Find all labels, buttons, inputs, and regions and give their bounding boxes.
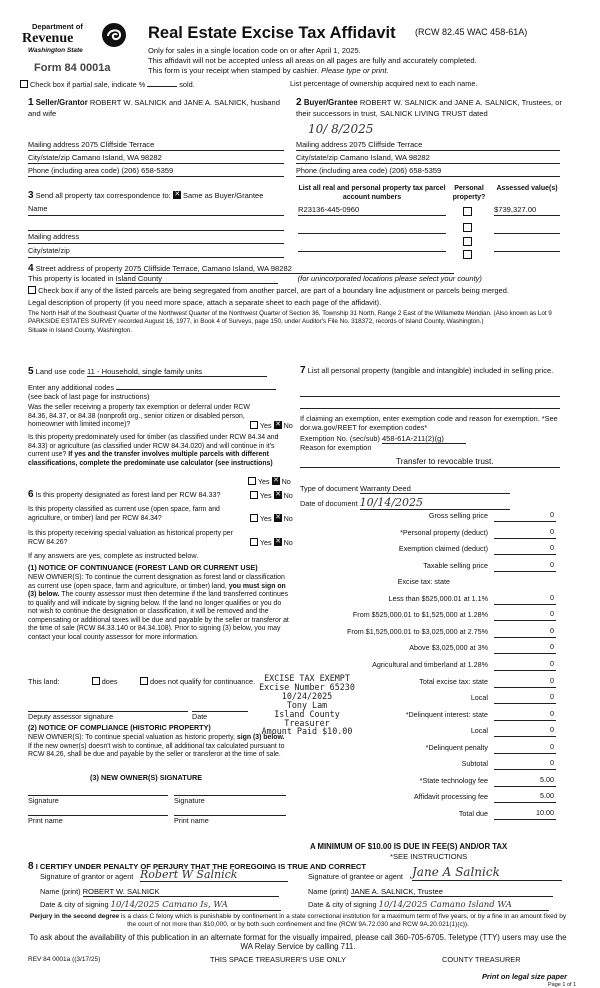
new-owner-sig-2[interactable]: Signature: [174, 795, 286, 806]
assessed-header: Assessed value(s): [496, 185, 558, 192]
notice-compliance-text: NEW OWNER(S): To continue special valuation as historic property, sign (3) below. If the new owner(s) doesn't wish to continue, all additional tax calculated pursuant to RCW 84.26, shall be due and payable by the seller or transferor at the time of sale.: [28, 734, 285, 759]
parcel-number-1[interactable]: R23136-445-0960: [298, 205, 446, 216]
parcel-number-3[interactable]: [298, 241, 446, 252]
fee-label: Local: [470, 693, 488, 703]
stamp-line4: Tony Lam: [286, 699, 328, 710]
fee-value[interactable]: 0: [494, 528, 556, 539]
fee-value[interactable]: 0: [494, 759, 556, 770]
grantor-name-row: Name (print) ROBERT W. SALNICK: [40, 887, 290, 897]
seller-name[interactable]: ROBERT W. SALNICK and JANE A. SALNICK, husband and wife: [28, 98, 280, 119]
fee-label: *Personal property (deduct): [400, 527, 488, 537]
fee-row: [300, 693, 560, 705]
document-type[interactable]: Warranty Deed: [360, 484, 510, 494]
notice-compliance-heading: (2) NOTICE OF COMPLIANCE (HISTORIC PROPERTY): [28, 723, 211, 732]
new-owner-print-2[interactable]: Print name: [174, 815, 286, 826]
form-rcw: (RCW 82.45 WAC 458-61A): [415, 27, 528, 37]
current-use-yes-checkbox[interactable]: [250, 514, 258, 522]
new-owner-print-1[interactable]: Print name: [28, 815, 168, 826]
land-does-checkbox[interactable]: [92, 677, 100, 685]
historic-answer: Yes ✕ No: [250, 538, 293, 548]
form-title: Real Estate Excise Tax Affidavit: [148, 24, 396, 42]
fee-row: [300, 759, 560, 771]
timber-answer: Yes ✕ No: [246, 477, 291, 487]
percentage-note: List percentage of ownership acquired next to each name.: [290, 79, 478, 88]
assessed-value-1[interactable]: $739,327.00: [494, 205, 560, 216]
exemption-reason[interactable]: Transfer to revocable trust.: [396, 457, 494, 466]
personal-property-checkbox-3[interactable]: [463, 237, 472, 246]
historic-no-checkbox[interactable]: [274, 538, 282, 546]
fee-value[interactable]: 0: [494, 743, 556, 754]
seller-mailing[interactable]: Mailing address 2075 Cliffside Terrace: [28, 140, 284, 151]
section1-seller: 1 Seller/Grantor ROBERT W. SALNICK and JANE A. SALNICK, husband and wife: [28, 97, 280, 119]
exemption-reason-label: Reason for exemption: [300, 443, 372, 452]
fee-label: *State technology fee: [419, 775, 488, 785]
perjury-notice: Perjury in the second degree is a class C felony which is punishable by confinement in a state correctional institution for a maximum term of five years, or by a fine in an amount fixed by the court of not more than $10,000, or by both such confinement and fine (RCW 9A.72.030 and RCW 9A.20.021(1)(c)).: [29, 913, 567, 928]
washington-swirl-icon: [101, 22, 127, 48]
fee-label: Total due: [458, 808, 488, 818]
notice-continuance-text: NEW OWNER(S): To continue the current designation as forest land or classification as current use (open space, farm and agriculture, or timber) land, you must sign on (3) below. The county assessor must then determine if the land transferred continues to qualify and will indicate by signing below. If the land no longer qualifies or you do not wish to continue the designation or classification, it will be removed and the compensating or additional taxes will be due and payable by the seller or transferor at the time of sale (RCW 84.33.140 or 84.34.108). Prior to signing (3) below, you may contact your local county assessor for more information.: [28, 574, 289, 641]
fee-label: *Delinquent interest: state: [405, 709, 488, 719]
property-county[interactable]: Island County: [116, 274, 278, 284]
forest-land-answer: Yes ✕ No: [250, 491, 293, 501]
additional-codes-row: Enter any additional codes: [28, 381, 290, 393]
fee-label: Taxable selling price: [423, 560, 488, 570]
see-instructions: *SEE INSTRUCTIONS: [390, 852, 468, 861]
land-use-code[interactable]: 11 - Household, single family units: [87, 367, 267, 377]
assessed-value-2[interactable]: [494, 223, 560, 234]
buyer-trust-date[interactable]: 10/ 8/2025: [308, 122, 374, 136]
segregated-row: Check box if any of the listed parcels are being segregated from another parcel, are part of a boundary line adjustment or parcels being merged.: [28, 286, 568, 295]
new-owner-sig-heading: (3) NEW OWNER(S) SIGNATURE: [90, 773, 203, 782]
personal-property-line2[interactable]: [300, 400, 560, 409]
partial-sale-checkbox[interactable]: [20, 80, 28, 88]
forest-yes-checkbox[interactable]: [250, 491, 258, 499]
grantor-sig-row: Signature of grantor or agent Robert W Salnick: [40, 873, 290, 885]
fee-row: [300, 511, 560, 523]
deputy-date-line[interactable]: Date: [192, 711, 248, 722]
section2-buyer: 2 Buyer/Grantee ROBERT W. SALNICK and JANE A. SALNICK, Trustees, or their successors in trust, SALNICK LIVING TRUST dated: [296, 97, 563, 119]
historic-yes-checkbox[interactable]: [250, 538, 258, 546]
document-date-row: Date of document 10/14/2025: [300, 496, 562, 510]
exemption-deferral-answer: Yes ✕ No: [250, 421, 293, 431]
historic-question: Is this property receiving special valuation as historical property per RCW 84.26?: [28, 530, 233, 546]
page-number: Page 1 of 1: [548, 982, 577, 988]
current-use-question: Is this property classified as current use (open space, farm and agriculture, or timber) land per RCW 84.34?: [28, 506, 220, 522]
see-back-note: (see back of last page for instructions): [28, 392, 150, 401]
personal-property-checkbox-4[interactable]: [463, 250, 472, 259]
corr-mailing[interactable]: Mailing address: [28, 233, 284, 244]
legal-desc-label: Legal description of property (if you need more space, attach a separate sheet to each page of the affidavit).: [28, 298, 382, 307]
alt-format-notice: To ask about the availability of this publication in an alternate format for the visually impaired, please call 360-705-6705. Teletype (TTY) users may use the WA Relay Service by calling 711.: [29, 933, 567, 952]
personal-property-line1[interactable]: [300, 388, 560, 397]
stamp-line2: Excise Number 65230: [259, 681, 355, 692]
grantee-sig-row: Signature of grantee or agent Jane A Salnick: [308, 873, 566, 885]
this-land-row: This land: does: [28, 677, 118, 686]
fee-row: [300, 561, 560, 573]
fee-row: [300, 660, 560, 672]
fee-row: [300, 643, 560, 655]
fee-label: Above $3,025,000 at 3%: [409, 643, 488, 653]
dept-line2: Revenue: [22, 31, 74, 46]
exemption-number-row: Exemption No. (sec/sub) 458-61A-211(2)(g): [300, 434, 562, 444]
form-number: Form 84 0001a: [34, 62, 111, 74]
exemption-deferral-question: Was the seller receiving a property tax exemption or deferral under RCW 84.36, 84.37, or 84.38 (nonprofit org., senior citizen or disabled person, homeowner with limited income)?: [28, 404, 250, 429]
fee-value[interactable]: 0: [494, 643, 556, 654]
personal-property-header: Personal property?: [452, 185, 486, 201]
fee-row: [300, 528, 560, 540]
fee-label: Excise tax: state: [397, 577, 450, 587]
seller-phone[interactable]: Phone (including area code) (206) 658-5359: [28, 166, 284, 177]
legal-description[interactable]: The North Half of the Southeast Quarter of the Northwest Quarter of the Northwest Quarter of Section 36, Township 31 North, Range 2 East of the Willamette Meridian. (Also known as Lot 9 PARKSIDE ESTATES SURVEY recorded August 16, 1977, in Book 4 of Surveys, page 150, under Auditor's File No. 318372, records of Island County, Washington.) Situate in Island County, Washington.: [28, 310, 552, 334]
deputy-sig-line[interactable]: Deputy assessor signature: [28, 711, 188, 722]
fee-label: Total excise tax: state: [419, 676, 488, 686]
header-note2: This affidavit will not be accepted unless all areas on all pages are fully and accurately completed.: [148, 56, 477, 65]
forest-land-question: 6 Is this property designated as forest land per RCW 84.33?: [28, 489, 221, 500]
fee-row: [300, 726, 560, 738]
exemption-no-checkbox[interactable]: [274, 421, 282, 429]
dept-line3: Washington State: [28, 47, 83, 54]
fee-label: From $1,525,000.01 to $3,025,000 at 2.75%: [346, 626, 488, 636]
fee-value[interactable]: 0: [494, 561, 556, 572]
revision-number: REV 84 0001a ((3/17/25): [28, 956, 101, 963]
grantee-date-row: Date & city of signing 10/14/2025 Camano Island WA: [308, 900, 566, 911]
fee-row: [300, 710, 560, 722]
fee-row: [300, 627, 560, 639]
personal-property-checkbox-2[interactable]: [463, 223, 472, 232]
exemption-instructions: If claiming an exemption, enter exemption code and reason for exemption. *See dor.wa.gov/REET for exemption codes*: [300, 414, 558, 433]
corr-name[interactable]: Name: [28, 205, 284, 216]
fee-label: From $525,000.01 to $1,525,000 at 1.28%: [352, 610, 488, 620]
fee-row: [300, 743, 560, 755]
parcel-number-2[interactable]: [298, 223, 446, 234]
buyer-name[interactable]: ROBERT W. SALNICK and JANE A. SALNICK, Trustees, or their successors in trust, SALNICK LIVING TRUST dated: [296, 98, 563, 119]
corr-name-line2: [28, 220, 284, 231]
current-use-answer: Yes ✕ No: [250, 514, 293, 524]
dept-line1: Department of: [32, 22, 83, 31]
fee-label: *Delinquent penalty: [425, 742, 488, 752]
fee-value[interactable]: 0: [494, 660, 556, 671]
fee-value[interactable]: 0: [494, 544, 556, 555]
fee-value[interactable]: 0: [494, 511, 556, 522]
stamp-line3: 10/24/2025: [281, 690, 333, 701]
fee-value[interactable]: 0: [494, 610, 556, 621]
buyer-mailing[interactable]: Mailing address 2075 Cliffside Terrace: [296, 140, 560, 151]
dor-logo: [8, 22, 128, 60]
fee-value[interactable]: 0: [494, 677, 556, 688]
grantor-signature[interactable]: Robert W Salnick: [140, 868, 288, 882]
section7-personal-property: 7 List all personal property (tangible and intangible) included in selling price.: [300, 365, 554, 376]
timber-no-checkbox[interactable]: [272, 477, 280, 485]
grantor-date-city[interactable]: 10/14/2025 Camano Is, WA: [111, 900, 281, 911]
seller-city[interactable]: City/state/zip Camano Island, WA 98282: [28, 153, 284, 164]
print-legal-note: Print on legal size paper: [482, 972, 568, 981]
stamp-line5: Island County Treasurer: [274, 708, 340, 728]
fee-row: [300, 577, 560, 589]
does-not-qualify-row: does not qualify for continuance.: [140, 677, 255, 687]
new-owner-sig-1[interactable]: Signature: [28, 795, 168, 806]
fee-row: [300, 610, 560, 622]
property-county-row: This property is located in Island County (for unincorporated locations please select your county): [28, 274, 482, 283]
grantee-name-row: Name (print) JANE A. SALNICK, Trustee: [308, 887, 566, 897]
header-note3: This form is your receipt when stamped by cashier. Please type or print.: [148, 66, 389, 75]
grantor-date-row: Date & city of signing 10/14/2025 Camano Is, WA: [40, 900, 302, 911]
fee-row: [300, 809, 560, 821]
fee-value[interactable]: 0: [494, 594, 556, 605]
exemption-reason-line: [300, 467, 560, 468]
county-treasurer-label: COUNTY TREASURER: [442, 955, 521, 964]
buyer-phone[interactable]: Phone (including area code) (206) 658-5359: [296, 166, 560, 177]
section8-certify: 8 I CERTIFY UNDER PENALTY OF PERJURY THAT THE FOREGOING IS TRUE AND CORRECT: [28, 861, 367, 872]
parcel-header: List all real and personal property tax parcel account numbers: [298, 185, 446, 201]
fee-row: [300, 792, 560, 804]
fee-label: Gross selling price: [428, 511, 488, 520]
fee-label: Local: [470, 726, 488, 736]
fee-row: [300, 776, 560, 788]
corr-city[interactable]: City/state/zip: [28, 247, 284, 258]
forest-no-checkbox[interactable]: [274, 491, 282, 499]
current-use-no-checkbox[interactable]: [274, 514, 282, 522]
timber-yes-checkbox[interactable]: [248, 477, 256, 485]
fee-value[interactable]: 0: [494, 726, 556, 737]
segregated-checkbox[interactable]: [28, 286, 36, 294]
document-date[interactable]: 10/14/2025: [360, 496, 510, 510]
additional-codes-input[interactable]: [116, 381, 276, 390]
timber-question: Is this property predominately used for timber (as classified under RCW 84.34 and 84.33) or agriculture (as classified under RCW 84.34.020) and will continue in it's current use? If yes and the transfer involves multiple parcels with different classifications, complete the predominate use calculator (see instructions): [28, 434, 279, 467]
buyer-city[interactable]: City/state/zip Camano Island, WA 98282: [296, 153, 560, 164]
personal-property-checkbox-1[interactable]: [463, 207, 472, 216]
fee-label: Less than $525,000.01 at 1.1%: [388, 593, 488, 603]
notice-continuance-heading: (1) NOTICE OF CONTINUANCE (FOREST LAND OR CURRENT USE): [28, 563, 258, 572]
grantee-signature[interactable]: Jane A Salnick: [412, 865, 562, 881]
fee-row: [300, 544, 560, 556]
land-does-not-checkbox[interactable]: [140, 677, 148, 685]
fee-value[interactable]: 0: [494, 627, 556, 638]
fee-value[interactable]: 0: [494, 693, 556, 704]
grantor-print-name[interactable]: ROBERT W. SALNICK: [83, 887, 279, 897]
fee-label: Affidavit processing fee: [413, 792, 488, 802]
fee-label: Subtotal: [461, 759, 488, 769]
fee-label: Agricultural and timberland at 1.28%: [372, 659, 488, 669]
header-note1: Only for sales in a single location code on or after April 1, 2025.: [148, 46, 361, 55]
exemption-yes-checkbox[interactable]: [250, 421, 258, 429]
fee-value[interactable]: 5.00: [494, 792, 556, 803]
same-as-buyer-checkbox[interactable]: [173, 191, 181, 199]
grantee-print-name[interactable]: JANE A. SALNICK, Trustee: [351, 887, 553, 897]
if-yes-note: If any answers are yes, complete as instructed below.: [28, 551, 199, 560]
exemption-number[interactable]: 458-61A-211(2)(g): [382, 434, 466, 444]
stamp-line1: EXCISE TAX EXEMPT: [264, 673, 350, 683]
stamp-line6: Amount Paid $10.00: [261, 726, 353, 737]
fee-value[interactable]: 0: [494, 710, 556, 721]
minimum-due-note: A MINIMUM OF $10.00 IS DUE IN FEE(S) AND/OR TAX: [310, 842, 508, 851]
partial-sale-row: Check box if partial sale, indicate % sold.: [20, 80, 195, 90]
grantee-date-city[interactable]: 10/14/2025 Camano Island WA: [379, 900, 549, 911]
section4-address: 4 Street address of property 2075 Cliffside Terrace, Camano Island, WA 98282: [28, 263, 564, 275]
fee-value[interactable]: 10.00: [494, 809, 556, 820]
fee-value[interactable]: 5.00: [494, 776, 556, 787]
fee-row: [300, 677, 560, 689]
treasurer-use-label: THIS SPACE TREASURER'S USE ONLY: [210, 955, 347, 964]
fee-row: [300, 594, 560, 606]
property-address[interactable]: 2075 Cliffside Terrace, Camano Island, WA 98282: [124, 264, 454, 274]
fee-label: Exemption claimed (deduct): [398, 544, 488, 554]
assessed-value-3[interactable]: [494, 241, 560, 252]
section5-land-use: 5 Land use code 11 - Household, single family units: [28, 366, 290, 378]
section3-correspondence: 3 Send all property tax correspondence to: ✕ Same as Buyer/Grantee: [28, 190, 290, 202]
document-type-row: Type of document Warranty Deed: [300, 484, 562, 494]
